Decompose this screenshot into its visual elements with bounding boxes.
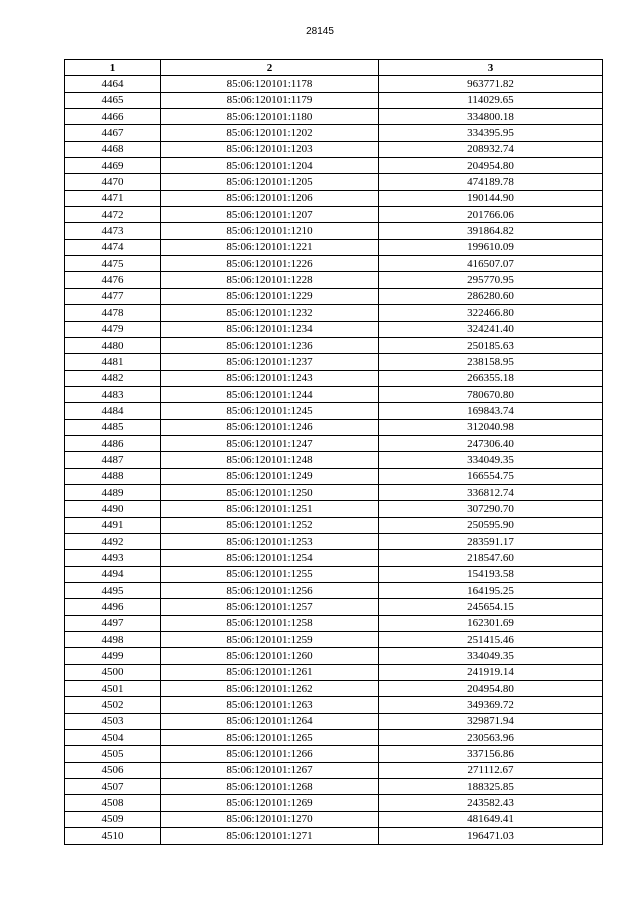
value-cell: 334800.18 [379,109,603,125]
page-number: 28145 [306,26,334,37]
table-row [65,272,603,288]
value-cell: 283591.17 [379,533,603,549]
value-cell: 201766.06 [379,207,603,223]
cadastral-number-cell: 85:06:120101:1246 [161,419,379,435]
table-row [65,125,603,141]
cadastral-number-cell: 85:06:120101:1226 [161,256,379,272]
table-row [65,811,603,827]
cadastral-number-cell: 85:06:120101:1203 [161,141,379,157]
table-row [65,550,603,566]
cadastral-number-cell: 85:06:120101:1266 [161,746,379,762]
column-header-2: 2 [161,60,379,76]
row-number-cell: 4503 [65,713,161,729]
table-row [65,632,603,648]
cadastral-number-cell: 85:06:120101:1268 [161,779,379,795]
row-number-cell: 4504 [65,730,161,746]
value-cell: 164195.25 [379,583,603,599]
cadastral-number-cell: 85:06:120101:1207 [161,207,379,223]
cadastral-number-cell: 85:06:120101:1255 [161,566,379,582]
table-row [65,664,603,680]
cadastral-number-cell: 85:06:120101:1202 [161,125,379,141]
row-number-cell: 4491 [65,517,161,533]
value-cell: 481649.41 [379,811,603,827]
table-row [65,599,603,615]
row-number-cell: 4474 [65,239,161,255]
table-row [65,76,603,92]
row-number-cell: 4510 [65,828,161,844]
row-number-cell: 4490 [65,501,161,517]
value-cell: 230563.96 [379,730,603,746]
row-number-cell: 4478 [65,305,161,321]
value-cell: 266355.18 [379,370,603,386]
row-number-cell: 4466 [65,109,161,125]
column-header-3: 3 [379,60,603,76]
row-number-cell: 4507 [65,779,161,795]
table-row [65,288,603,304]
cadastral-number-cell: 85:06:120101:1205 [161,174,379,190]
table-row [65,435,603,451]
data-table [64,59,603,845]
row-number-cell: 4469 [65,158,161,174]
table-row [65,92,603,108]
value-cell: 349369.72 [379,697,603,713]
row-number-cell: 4493 [65,550,161,566]
value-cell: 295770.95 [379,272,603,288]
row-number-cell: 4505 [65,746,161,762]
cadastral-number-cell: 85:06:120101:1232 [161,305,379,321]
table-row [65,239,603,255]
table-row [65,779,603,795]
row-number-cell: 4484 [65,403,161,419]
value-cell: 324241.40 [379,321,603,337]
table-row [65,354,603,370]
row-number-cell: 4467 [65,125,161,141]
table-row [65,746,603,762]
row-number-cell: 4468 [65,141,161,157]
cadastral-number-cell: 85:06:120101:1228 [161,272,379,288]
cadastral-number-cell: 85:06:120101:1258 [161,615,379,631]
cadastral-number-cell: 85:06:120101:1245 [161,403,379,419]
cadastral-number-cell: 85:06:120101:1248 [161,452,379,468]
value-cell: 190144.90 [379,190,603,206]
row-number-cell: 4483 [65,386,161,402]
table-body [65,76,603,844]
table-row [65,501,603,517]
table-row [65,484,603,500]
table-row [65,419,603,435]
row-number-cell: 4481 [65,354,161,370]
row-number-cell: 4508 [65,795,161,811]
value-cell: 329871.94 [379,713,603,729]
table-row [65,566,603,582]
row-number-cell: 4497 [65,615,161,631]
value-cell: 963771.82 [379,76,603,92]
cadastral-number-cell: 85:06:120101:1257 [161,599,379,615]
table-row [65,337,603,353]
value-cell: 416507.07 [379,256,603,272]
table-row [65,141,603,157]
cadastral-number-cell: 85:06:120101:1267 [161,762,379,778]
table-row [65,681,603,697]
value-cell: 196471.03 [379,828,603,844]
row-number-cell: 4475 [65,256,161,272]
cadastral-number-cell: 85:06:120101:1221 [161,239,379,255]
row-number-cell: 4486 [65,435,161,451]
table-row [65,256,603,272]
cadastral-number-cell: 85:06:120101:1250 [161,484,379,500]
row-number-cell: 4472 [65,207,161,223]
value-cell: 312040.98 [379,419,603,435]
cadastral-number-cell: 85:06:120101:1271 [161,828,379,844]
value-cell: 114029.65 [379,92,603,108]
row-number-cell: 4479 [65,321,161,337]
cadastral-number-cell: 85:06:120101:1180 [161,109,379,125]
value-cell: 286280.60 [379,288,603,304]
table-row [65,468,603,484]
cadastral-number-cell: 85:06:120101:1263 [161,697,379,713]
table-row [65,452,603,468]
table-row [65,321,603,337]
value-cell: 250595.90 [379,517,603,533]
cadastral-number-cell: 85:06:120101:1259 [161,632,379,648]
table-row [65,583,603,599]
value-cell: 336812.74 [379,484,603,500]
value-cell: 238158.95 [379,354,603,370]
row-number-cell: 4502 [65,697,161,713]
cadastral-number-cell: 85:06:120101:1243 [161,370,379,386]
row-number-cell: 4489 [65,484,161,500]
value-cell: 334049.35 [379,452,603,468]
cadastral-number-cell: 85:06:120101:1265 [161,730,379,746]
row-number-cell: 4506 [65,762,161,778]
value-cell: 334395.95 [379,125,603,141]
value-cell: 245654.15 [379,599,603,615]
row-number-cell: 4492 [65,533,161,549]
row-number-cell: 4464 [65,76,161,92]
value-cell: 250185.63 [379,337,603,353]
row-number-cell: 4509 [65,811,161,827]
row-number-cell: 4473 [65,223,161,239]
table-row [65,697,603,713]
table-row [65,190,603,206]
value-cell: 154193.58 [379,566,603,582]
cadastral-number-cell: 85:06:120101:1234 [161,321,379,337]
cadastral-number-cell: 85:06:120101:1256 [161,583,379,599]
cadastral-number-cell: 85:06:120101:1252 [161,517,379,533]
table-header-row [65,60,603,76]
table-row [65,223,603,239]
row-number-cell: 4496 [65,599,161,615]
table-row [65,533,603,549]
value-cell: 247306.40 [379,435,603,451]
row-number-cell: 4477 [65,288,161,304]
value-cell: 334049.35 [379,648,603,664]
row-number-cell: 4482 [65,370,161,386]
table-row [65,713,603,729]
row-number-cell: 4488 [65,468,161,484]
cadastral-number-cell: 85:06:120101:1251 [161,501,379,517]
row-number-cell: 4476 [65,272,161,288]
cadastral-number-cell: 85:06:120101:1236 [161,337,379,353]
cadastral-number-cell: 85:06:120101:1206 [161,190,379,206]
cadastral-number-cell: 85:06:120101:1253 [161,533,379,549]
row-number-cell: 4480 [65,337,161,353]
table-row [65,158,603,174]
value-cell: 208932.74 [379,141,603,157]
cadastral-number-cell: 85:06:120101:1269 [161,795,379,811]
cadastral-number-cell: 85:06:120101:1261 [161,664,379,680]
table-row [65,305,603,321]
value-cell: 199610.09 [379,239,603,255]
table-row [65,370,603,386]
row-number-cell: 4499 [65,648,161,664]
table-row [65,109,603,125]
table-row [65,648,603,664]
value-cell: 204954.80 [379,158,603,174]
row-number-cell: 4485 [65,419,161,435]
table-row [65,174,603,190]
row-number-cell: 4465 [65,92,161,108]
row-number-cell: 4495 [65,583,161,599]
cadastral-number-cell: 85:06:120101:1229 [161,288,379,304]
value-cell: 251415.46 [379,632,603,648]
column-header-1: 1 [65,60,161,76]
value-cell: 780670.80 [379,386,603,402]
value-cell: 166554.75 [379,468,603,484]
row-number-cell: 4500 [65,664,161,680]
value-cell: 391864.82 [379,223,603,239]
cadastral-number-cell: 85:06:120101:1244 [161,386,379,402]
row-number-cell: 4487 [65,452,161,468]
cadastral-number-cell: 85:06:120101:1247 [161,435,379,451]
table-row [65,403,603,419]
value-cell: 241919.14 [379,664,603,680]
cadastral-number-cell: 85:06:120101:1270 [161,811,379,827]
cadastral-number-cell: 85:06:120101:1237 [161,354,379,370]
table-row [65,386,603,402]
table-row [65,730,603,746]
row-number-cell: 4498 [65,632,161,648]
cadastral-number-cell: 85:06:120101:1249 [161,468,379,484]
table-row [65,795,603,811]
table-row [65,828,603,844]
value-cell: 474189.78 [379,174,603,190]
value-cell: 218547.60 [379,550,603,566]
cadastral-number-cell: 85:06:120101:1179 [161,92,379,108]
value-cell: 204954.80 [379,681,603,697]
row-number-cell: 4470 [65,174,161,190]
cadastral-number-cell: 85:06:120101:1264 [161,713,379,729]
table-row [65,615,603,631]
cadastral-number-cell: 85:06:120101:1204 [161,158,379,174]
row-number-cell: 4471 [65,190,161,206]
row-number-cell: 4501 [65,681,161,697]
table-row [65,517,603,533]
table-row [65,207,603,223]
value-cell: 307290.70 [379,501,603,517]
value-cell: 169843.74 [379,403,603,419]
value-cell: 322466.80 [379,305,603,321]
cadastral-number-cell: 85:06:120101:1260 [161,648,379,664]
cadastral-number-cell: 85:06:120101:1210 [161,223,379,239]
value-cell: 337156.86 [379,746,603,762]
cadastral-number-cell: 85:06:120101:1178 [161,76,379,92]
table-row [65,762,603,778]
value-cell: 271112.67 [379,762,603,778]
value-cell: 188325.85 [379,779,603,795]
cadastral-number-cell: 85:06:120101:1254 [161,550,379,566]
row-number-cell: 4494 [65,566,161,582]
value-cell: 243582.43 [379,795,603,811]
cadastral-number-cell: 85:06:120101:1262 [161,681,379,697]
value-cell: 162301.69 [379,615,603,631]
